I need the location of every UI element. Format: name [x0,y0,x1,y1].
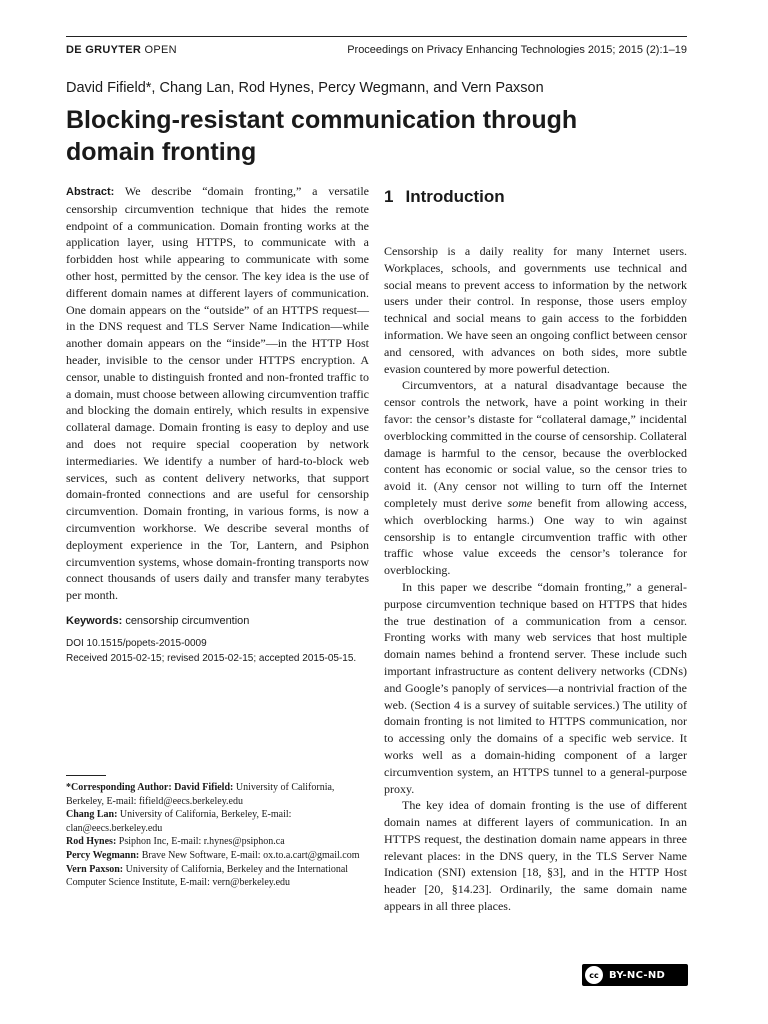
header-rule [66,36,687,37]
abstract-column [66,183,369,666]
paper-title: Blocking-resistant communication through domain fronting [66,106,578,166]
intro-paragraph-4: The key idea of domain fronting is the use of different domain names at different layers of communication. In an HTTPS request, the destination domain name appears in three relevant places: in the DNS query, in the TLS Server Name Indication (SNI) extension [18, §3], and in the HTTP Host header [20, §14.23]. Ordinarily, the same domain name appears in all three places. [384,798,687,914]
section-heading [384,187,505,207]
footnote-entry: Percy Wegmann: Brave New Software, E-mail: ox.to.a.cart@gmail.com [66,849,360,861]
keywords-label: Keywords: [66,614,123,627]
intro-paragraph-2: Circumventors, at a natural disadvantage because the censor controls the network, have a point working in their favor: the censor’s distaste for “collateral damage,” incidental overblocking committed in the course of censorship. Collateral damage is harmful to the censor, because the overblocked content has economic or social value, so the censor tries to avoid it. (Any censor not willing to turn off the Internet completely must derive some benefit from allowing access, which overblocking harms.) One way to win against censorship is to entangle circumvention traffic with other traffic whose value exceeds the censor’s tolerance for overblocking. [384,378,688,578]
abstract-label: Abstract: [66,186,115,198]
footnote-entry: Vern Paxson: University of California, Berkeley and the International Computer Science Institute, E-mail: vern@berkeley.edu [66,863,349,889]
article-meta [66,636,369,666]
intro-column [384,243,687,915]
author-list: David Fifield*, Chang Lan, Rod Hynes, Percy Wegmann, and Vern Paxson [66,80,544,96]
received-dates: Received 2015-02-15; revised 2015-02-15; accepted 2015-05-15. [66,652,357,664]
publisher-light: OPEN [144,44,177,56]
section-number: 1 [384,187,394,206]
intro-paragraph-3: In this paper we describe “domain fronting,” a general-purpose circumvention technique based on HTTPS that hides the true destination of a communication from a censor. Fronting works with many web services that host multiple domain names behind a frontend server. These include such important infrastructure as content delivery networks (CDNs) and Google’s panoply of services—a nontrivial fraction of the web. (Section 4 is a survey of suitable services.) The utility of domain fronting is not limited to HTTPS communication, nor to accessing only the domains of a specific web service. It works well as a domain-hiding component of a larger circumvention system, an HTTPS tunnel to a general-purpose proxy. [384,579,687,796]
author-footnotes [66,781,366,890]
abstract [66,183,369,604]
footnote-entry: *Corresponding Author: David Fifield: University of California, Berkeley, E-mail: fifield@eecs.berkeley.edu [66,782,335,807]
intro-paragraph-1: Censorship is a daily reality for many Internet users. Workplaces, schools, and governments use technical and social means to prevent access to information by the network users under their control. In response, those users employ technical and social means to gain access to the forbidden information. We have seen an ongoing conflict between censor and censored, with advances on both sides, more subtle evasion countered by more powerful detection. [384,244,687,376]
section-title: Introduction [405,187,505,206]
publisher-bold: DE GRUYTER [66,44,142,56]
doi: DOI 10.1515/popets-2015-0009 [66,637,207,649]
license-text: BY-NC-ND [609,969,666,981]
abstract-text: We describe “domain fronting,” a versatile censorship circumvention technique that hides the remote endpoint of a communication. Domain fronting works at the application layer, using HTTPS, to communicate with a forbidden host while appearing to communicate with some other host, permitted by the censor. The key idea is the use of different domain names at different layers of communication. One domain appears on the “outside” of an HTTPS request—in the DNS request and TLS Server Name Indication—while another domain appears on the “inside”—in the HTTP Host header, invisible to the censor under HTTPS encryption. A censor, unable to distinguish fronted and non-fronted traffic to a domain, must choose between allowing circumvention traffic and blocking the domain entirely, which results in expensive collateral damage. Domain fronting is easy to deploy and use and does not require special cooperation by network intermediaries. We identify a number of hard-to-block web services, such as content delivery networks, that support domain-fronted connections and are useful for censorship circumvention. Domain fronting, in various forms, is now a circumvention workhorse. We describe several months of deployment experience in the Tor, Lantern, and Psiphon circumvention systems, whose domain-fronting transports now connect thousands of users daily and transfer many terabytes per month. [66,184,369,603]
cc-license-badge[interactable] [582,964,688,986]
creative-commons-icon: cc [585,966,603,984]
emphasis-some: some [507,495,533,510]
keywords-text: censorship circumvention [125,614,250,627]
publisher-name [66,44,177,56]
footnote-rule [66,775,106,776]
keywords [66,613,369,630]
footnote-entry: Rod Hynes: Psiphon Inc, E-mail: r.hynes@psiphon.ca [66,836,285,848]
journal-citation: Proceedings on Privacy Enhancing Technologies 2015; 2015 (2):1–19 [347,44,687,56]
footnote-entry: Chang Lan: University of California, Berkeley, E-mail: clan@eecs.berkeley.edu [66,809,292,834]
